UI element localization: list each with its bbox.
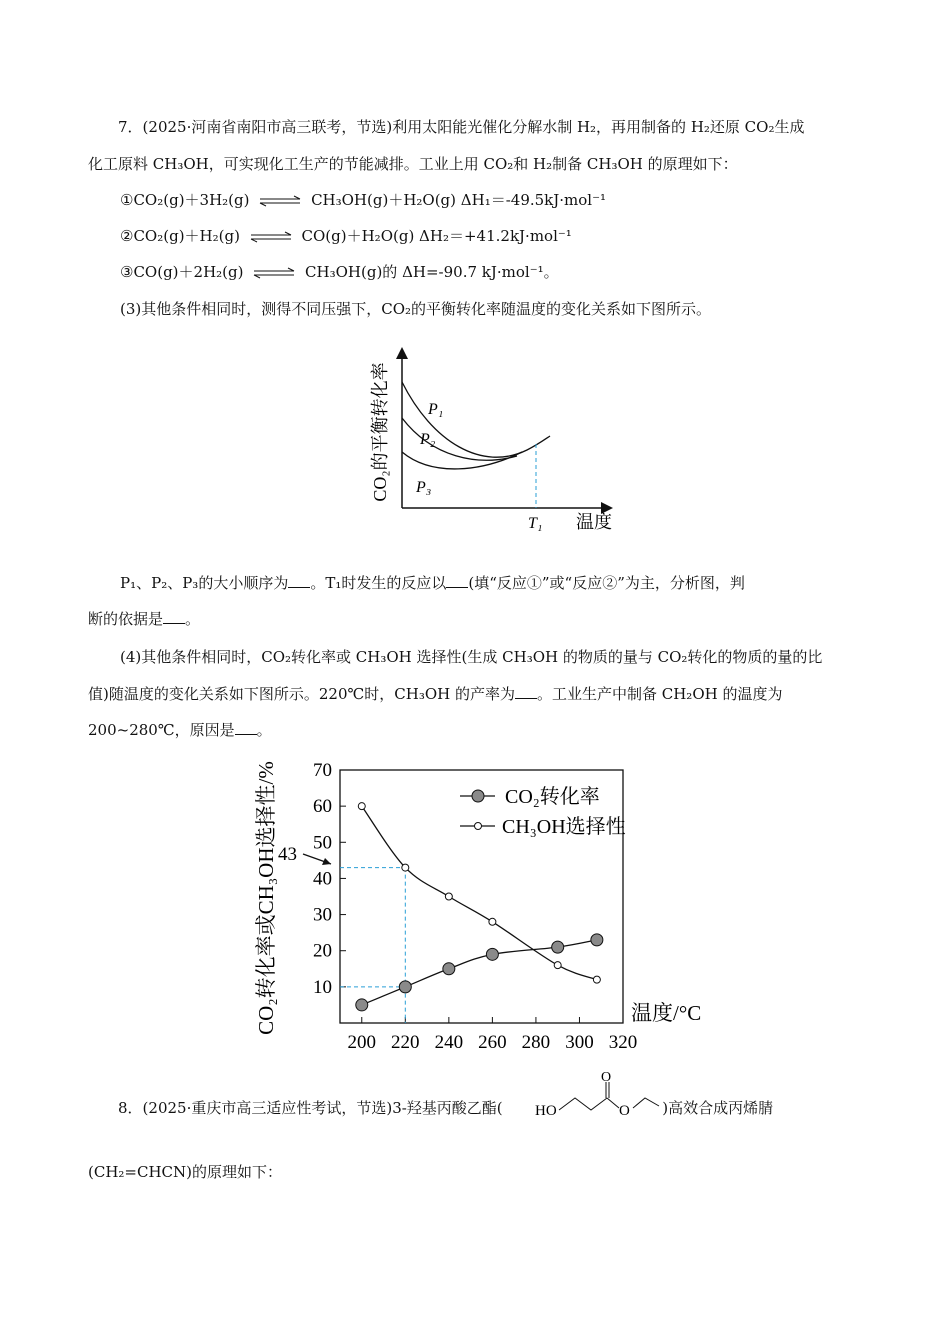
part4-line3-a: 200~280℃，原因是 xyxy=(88,721,235,739)
point-ch3oh-selectivity xyxy=(489,918,496,925)
y-tick-label: 40 xyxy=(313,868,332,890)
struct-ho: HO xyxy=(535,1103,557,1119)
answer-blank[interactable] xyxy=(235,720,257,735)
struct-o-carbonyl: O xyxy=(601,1070,612,1085)
x-tick-label: 260 xyxy=(478,1032,507,1053)
reaction-3-right: CH₃OH(g)的 ΔH=-90.7 kJ·mol⁻¹。 xyxy=(305,263,559,281)
ester-structure-formula xyxy=(533,1070,683,1120)
part4-line3-b: 。 xyxy=(256,721,272,739)
part3-q2-b: 。 xyxy=(185,610,201,628)
chart2-ylabel: CO₂转化率或CH₃OH选择性/% xyxy=(254,761,278,1035)
curve-p3 xyxy=(402,452,522,469)
part4-line2-a: 值)随温度的变化关系如下图所示。220℃时，CH₃OH 的产率为 xyxy=(88,685,515,703)
part3-q2-a: 断的依据是 xyxy=(88,610,164,628)
point-ch3oh-selectivity xyxy=(402,864,409,871)
part3-text: (3)其他条件相同时，测得不同压强下，CO₂的平衡转化率随温度的变化关系如下图所示。 xyxy=(120,300,712,318)
point-co2-conversion xyxy=(486,948,498,960)
equilibrium-arrow-icon xyxy=(249,231,293,243)
point-co2-conversion xyxy=(356,999,368,1011)
legend-marker-ch3oh xyxy=(475,823,482,830)
q8-line2: (CH₂=CHCN)的原理如下： xyxy=(88,1163,283,1181)
legend-label-ch3oh: CH₃OH选择性 xyxy=(502,816,626,838)
point-ch3oh-selectivity xyxy=(445,893,452,900)
chart1-xlabel: 温度 xyxy=(576,512,612,532)
x-tick-label: 240 xyxy=(434,1032,464,1053)
answer-blank[interactable] xyxy=(163,609,185,624)
part3-question-line1 xyxy=(120,573,745,593)
equilibrium-arrow-icon xyxy=(258,195,302,207)
y-tick-label: 30 xyxy=(313,904,332,926)
y-tick-label: 50 xyxy=(313,832,332,854)
q8-line1-a: 8．(2025·重庆市高三适应性考试，节选)3-羟基丙酸乙酯( xyxy=(118,1099,503,1117)
x-tick-label: 200 xyxy=(347,1032,377,1053)
equilibrium-conversion-chart xyxy=(362,332,632,542)
reaction-2 xyxy=(120,226,572,246)
y-tick-label: 70 xyxy=(313,760,332,781)
q7-intro-line2: 化工原料 CH₃OH，可实现化工生产的节能减排。工业上用 CO₂和 H₂制备 CH₃OH 的原理如下： xyxy=(88,155,738,173)
x-tick-label: 300 xyxy=(565,1032,594,1053)
answer-blank[interactable] xyxy=(288,573,310,588)
reaction-3-left: ③CO(g)＋2H₂(g) xyxy=(120,263,244,281)
y-tick-label: 20 xyxy=(313,940,332,962)
label-p3: P₃ xyxy=(416,479,432,496)
conversion-selectivity-chart xyxy=(245,750,715,1065)
part3-question-line2 xyxy=(88,609,200,629)
legend-marker-co2 xyxy=(472,790,484,802)
point-ch3oh-selectivity xyxy=(358,803,365,810)
point-co2-conversion xyxy=(552,941,564,953)
part4-line3 xyxy=(88,720,272,740)
x-tick-label: 320 xyxy=(608,1032,638,1053)
part3-q-c: (填“反应①”或“反应②”为主，分析图，判 xyxy=(468,574,745,592)
y-tick-label: 60 xyxy=(313,796,332,818)
reaction-1-left: ①CO₂(g)＋3H₂(g) xyxy=(120,191,250,209)
x-tick-label: 280 xyxy=(521,1032,551,1053)
answer-blank[interactable] xyxy=(446,573,468,588)
point-co2-conversion xyxy=(399,981,411,993)
equilibrium-arrow-icon xyxy=(252,267,296,279)
part4-line2 xyxy=(88,684,782,704)
part3-q-a: P₁、P₂、P₃的大小顺序为 xyxy=(120,574,289,592)
reaction-2-left: ②CO₂(g)＋H₂(g) xyxy=(120,227,240,245)
q7-intro-line1: 7．(2025·河南省南阳市高三联考，节选)利用太阳能光催化分解水制 H₂，再用制备的 H₂还原 CO₂生成 xyxy=(118,118,805,136)
label-p1: P₁ xyxy=(428,401,444,418)
reaction-1 xyxy=(120,190,606,210)
point-ch3oh-selectivity xyxy=(554,962,561,969)
point-co2-conversion xyxy=(591,934,603,946)
x-tick-label: 220 xyxy=(391,1032,420,1053)
annotation-43: 43 xyxy=(278,844,297,865)
y-tick-label: 10 xyxy=(313,976,332,998)
point-co2-conversion xyxy=(443,963,455,975)
reaction-1-right: CH₃OH(g)＋H₂O(g) ΔH₁＝-49.5kJ·mol⁻¹ xyxy=(311,191,607,209)
legend-label-co2: CO₂转化率 xyxy=(505,786,600,808)
reaction-3 xyxy=(120,262,559,282)
label-t1: T₁ xyxy=(528,515,543,532)
q8-line1-b: )高效合成丙烯腈 xyxy=(662,1099,774,1117)
part4-line1: (4)其他条件相同时，CO₂转化率或 CH₃OH 选择性(生成 CH₃OH 的物质的量与 CO₂转化的物质的量的比 xyxy=(120,648,823,666)
reaction-2-right: CO(g)＋H₂O(g) ΔH₂＝+41.2kJ·mol⁻¹ xyxy=(301,227,572,245)
struct-o-ester: O xyxy=(619,1103,630,1119)
chart2-xlabel: 温度/°C xyxy=(631,1001,702,1025)
part3-q-b: 。T₁时发生的反应以 xyxy=(310,574,447,592)
chart1-ylabel: CO₂的平衡转化率 xyxy=(370,362,390,502)
point-ch3oh-selectivity xyxy=(593,976,600,983)
part4-line2-b: 。工业生产中制备 CH₂OH 的温度为 xyxy=(536,685,783,703)
answer-blank[interactable] xyxy=(515,684,537,699)
label-p2: P₂ xyxy=(420,431,436,448)
